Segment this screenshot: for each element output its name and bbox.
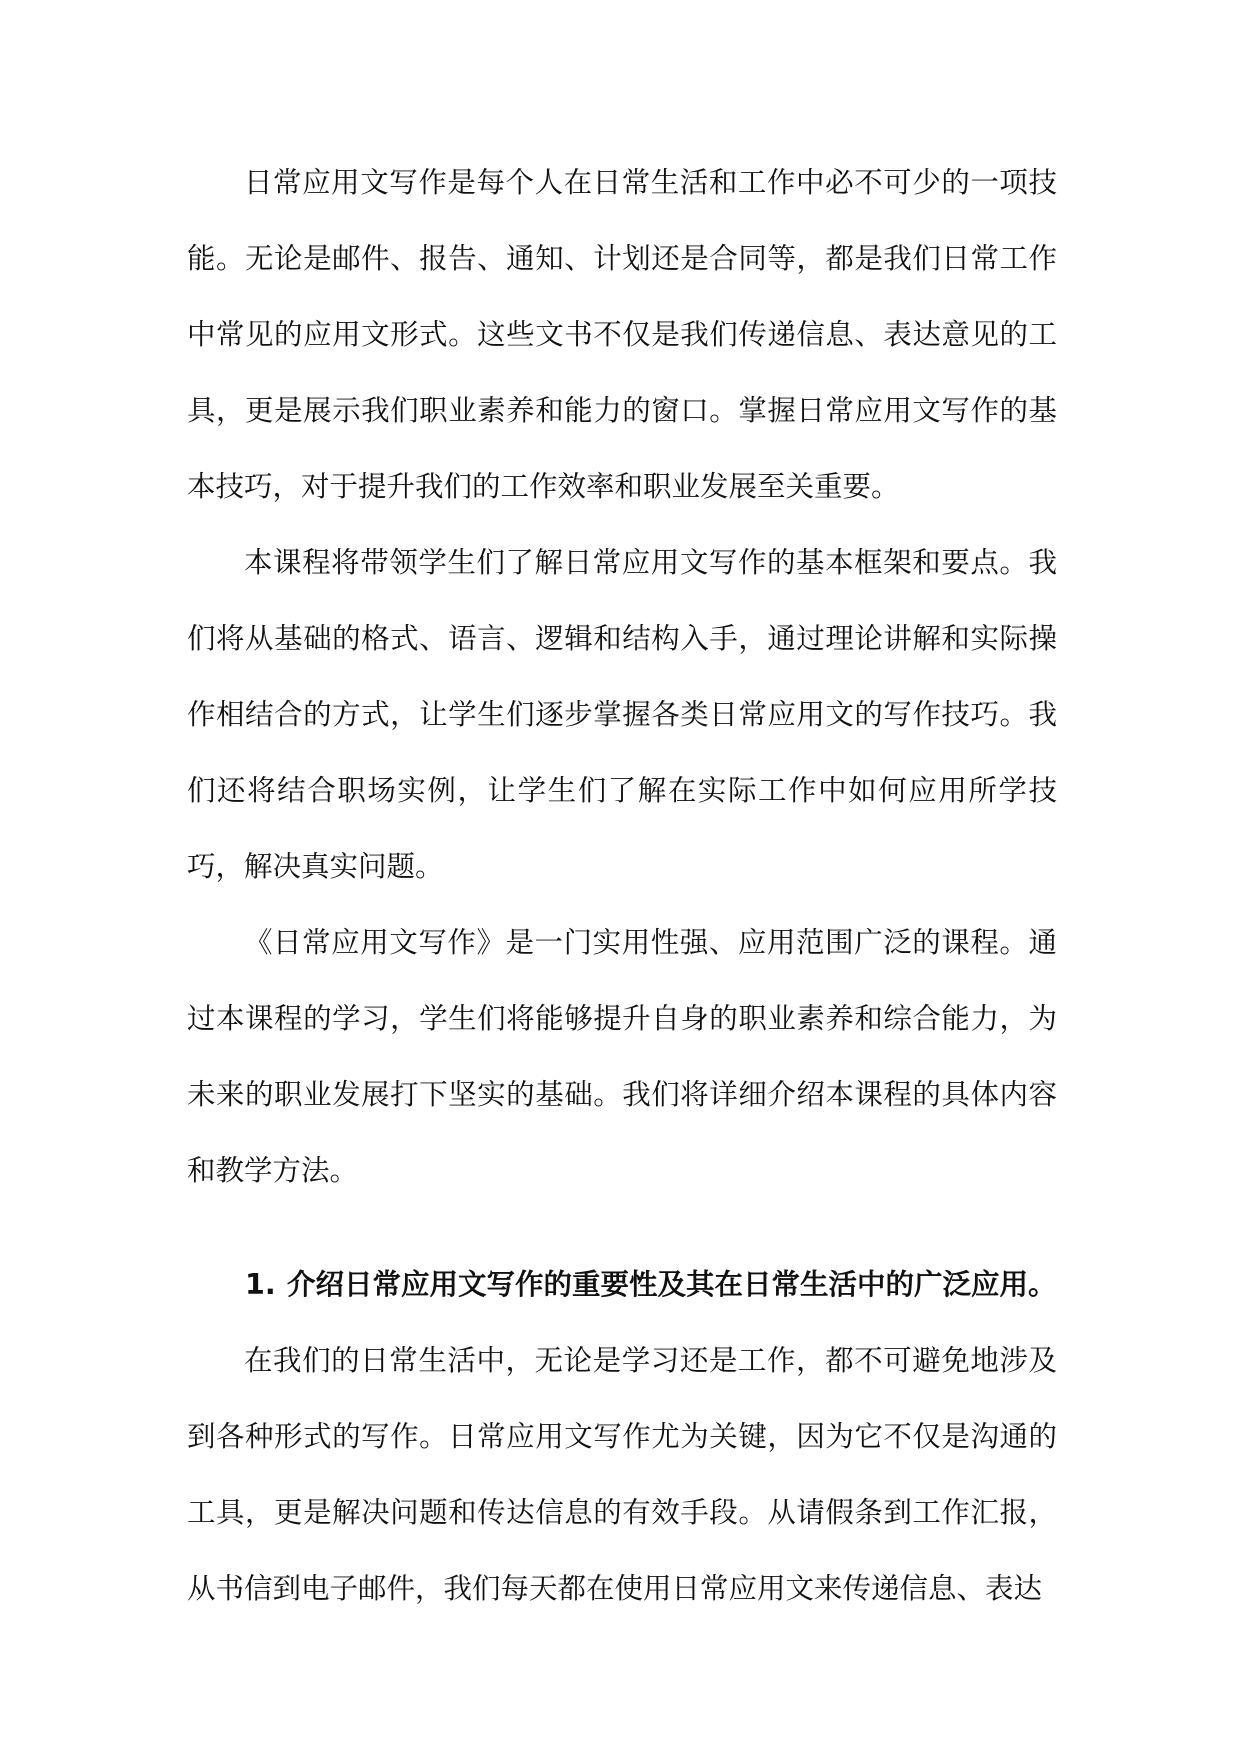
intro-paragraph-1: 日常应用文写作是每个人在日常生活和工作中必不可少的一项技能。无论是邮件、报告、通知、计划还是合同等，都是我们日常工作中常见的应用文形式。这些文书不仅是我们传递信息、表达意见的工具，更是展示我们职业素养和能力的窗口。掌握日常应用文写作的基本技巧，对于提升我们的工作效率和职业发展至关重要。 bbox=[187, 166, 1057, 503]
section-heading-1 bbox=[187, 1247, 1057, 1323]
intro-paragraph-3: 《日常应用文写作》是一门实用性强、应用范围广泛的课程。通过本课程的学习，学生们将能够提升自身的职业素养和综合能力，为未来的职业发展打下坚实的基础。我们将详细介绍本课程的具体内容和教学方法。 bbox=[187, 926, 1057, 1187]
document-body bbox=[187, 145, 1057, 1627]
section1-paragraph-1: 在我们的日常生活中，无论是学习还是工作，都不可避免地涉及到各种形式的写作。日常应用文写作尤为关键，因为它不仅是沟通的工具，更是解决问题和传达信息的有效手段。从请假条到工作汇报，从书信到电子邮件，我们每天都在使用日常应用文来传递信息、表达 bbox=[187, 1344, 1057, 1605]
section-title: 介绍日常应用文写作的重要性及其在日常生活中的广泛应用。 bbox=[287, 1268, 1057, 1301]
section-number: 1. bbox=[245, 1268, 276, 1301]
intro-paragraph-2: 本课程将带领学生们了解日常应用文写作的基本框架和要点。我们将从基础的格式、语言、逻辑和结构入手，通过理论讲解和实际操作相结合的方式，让学生们逐步掌握各类日常应用文的写作技巧。我们还将结合职场实例，让学生们了解在实际工作中如何应用所学技巧，解决真实问题。 bbox=[187, 546, 1057, 883]
